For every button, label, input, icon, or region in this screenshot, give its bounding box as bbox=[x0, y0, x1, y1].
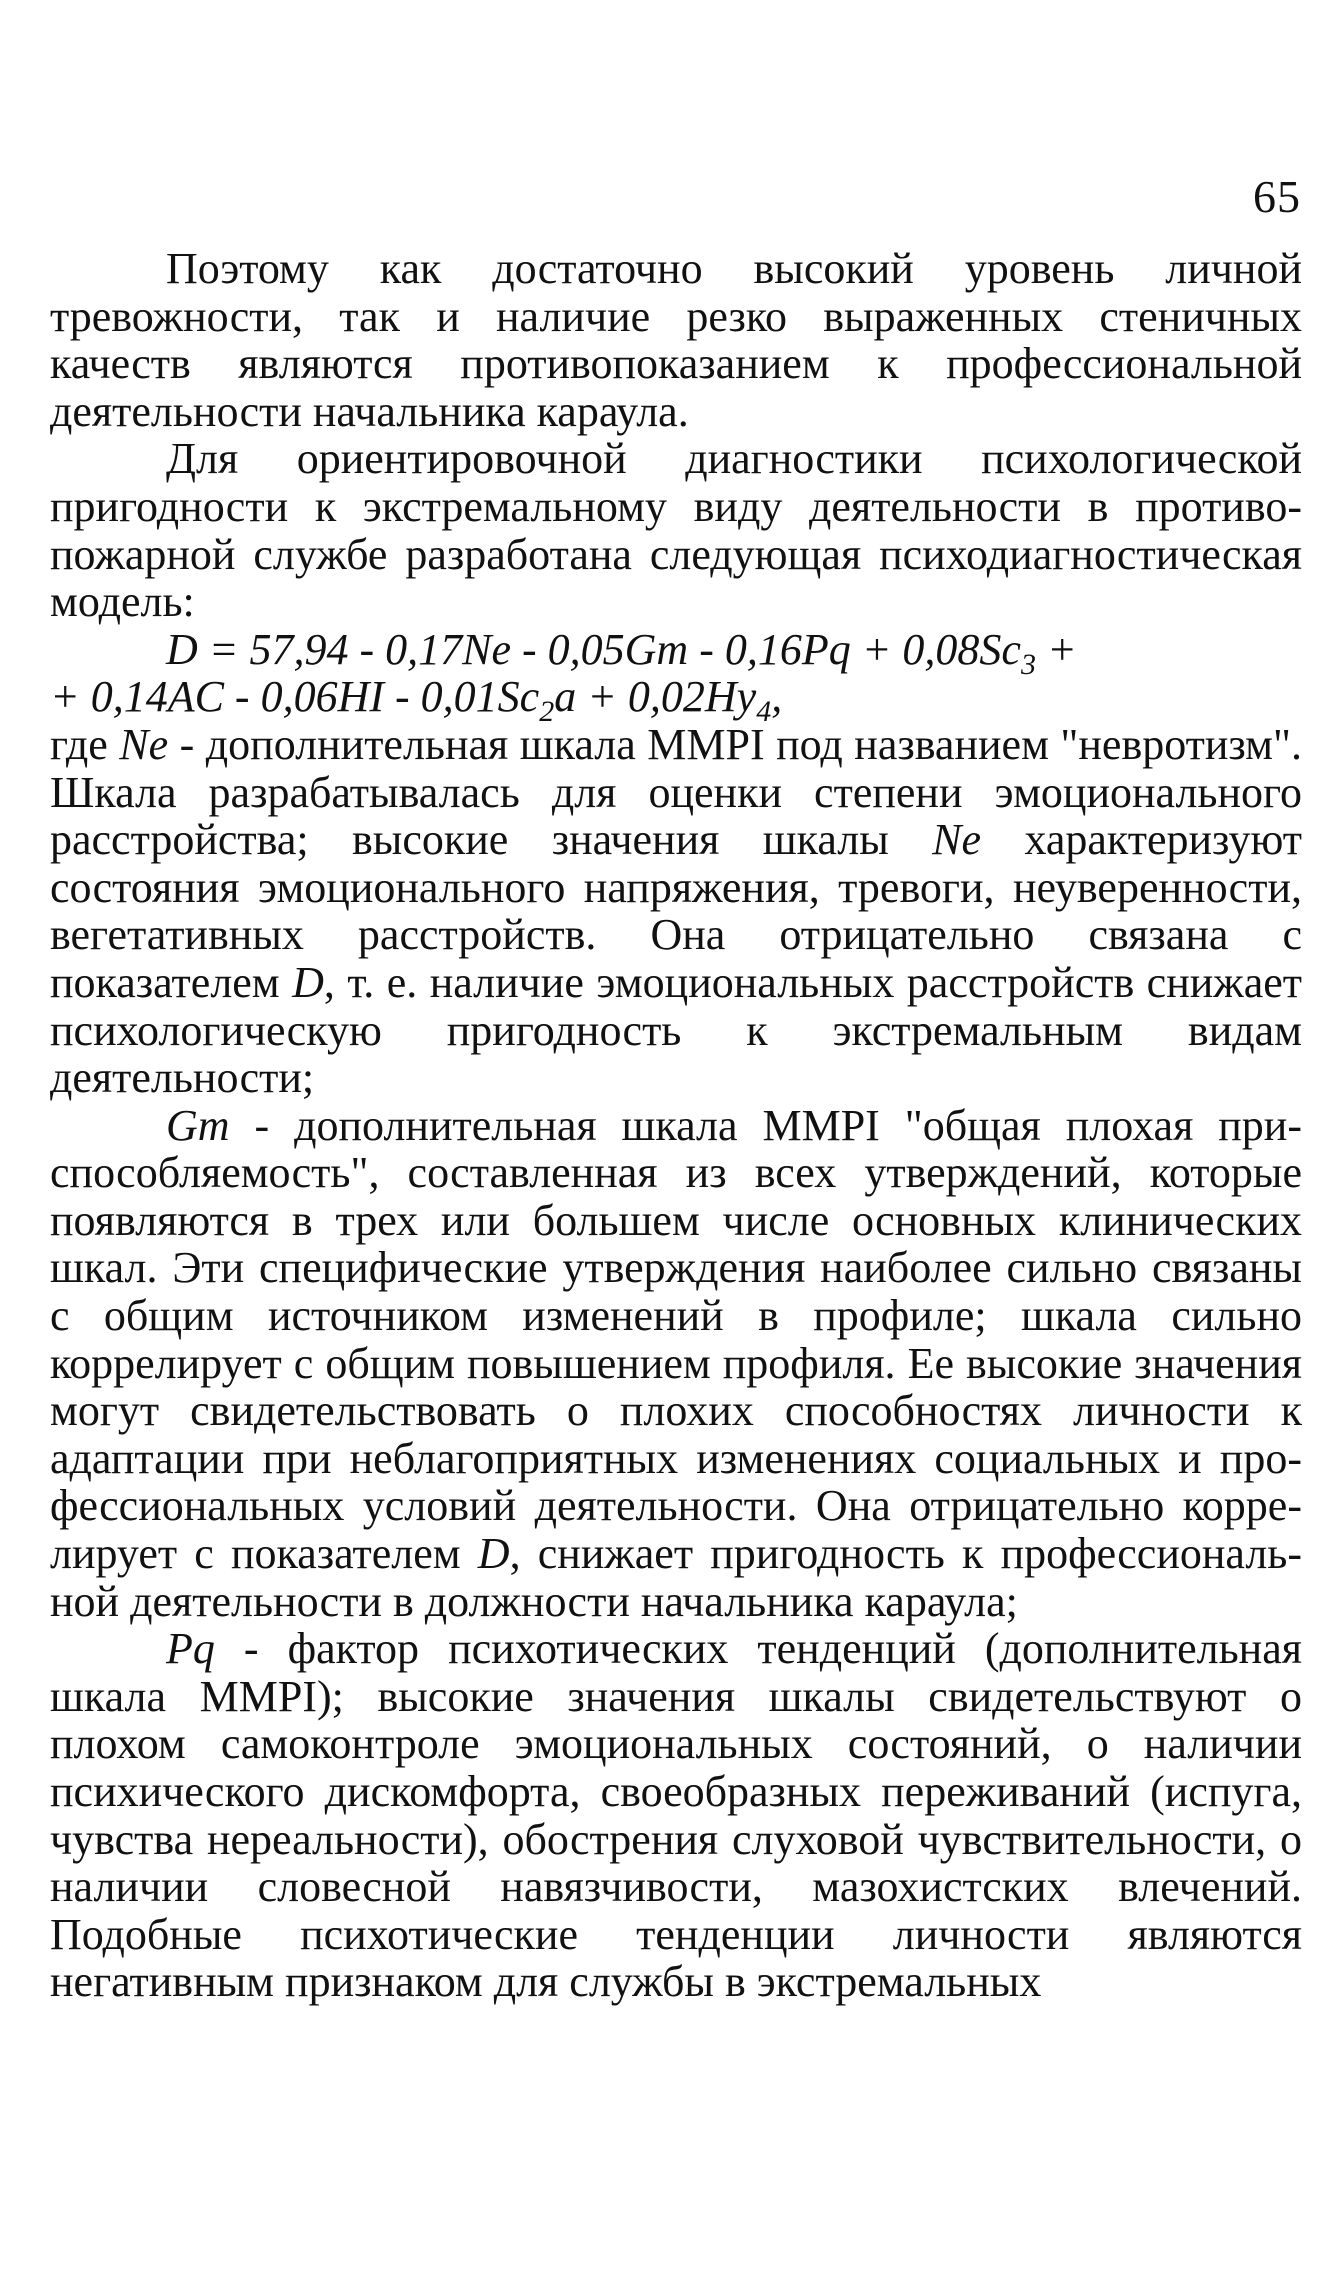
formula-line-1-subscript: 3 bbox=[1020, 647, 1036, 681]
definition-gm-text-1: - дополнительная шкала MMPI "общая плохая приспособляемость", составленная из всех утверждений, которые появляются в трех или большем числе основных клинических шкал. Эти специфические утверждения наиболее сильно связаны с общим источником изменений в профиле; шкала сильно коррелирует с общим повышением профиля. Ее высокие значения могут свидетельствовать о плохих способностях личности к адаптации при неблагоприятных изменениях социальных и профессиональных условий деятельности. Она отрицательно коррелирует с показателем bbox=[50, 1100, 1302, 1579]
formula-line-2-part-a: + 0,14AC - 0,06HI - 0,01Sc bbox=[50, 672, 540, 722]
symbol-pq: Pq bbox=[166, 1624, 215, 1674]
formula-line-2-subscript-b: 4 bbox=[756, 695, 772, 729]
definition-ne-text-1: - дополнительная шкала MMPI под названием "невротизм". Шкала разрабатывалась для оценки степени эмоционального расстройства; высокие значения шкалы bbox=[50, 719, 1302, 865]
definition-pq-text-1: - фактор психотических тенденций (дополнительная шкала MMPI); высокие значения шкалы свидетельствуют о плохом самоконтроле эмоциональных состояний, о наличии психического дискомфорта, своеобразных переживаний (испуга, чувства нереальности), обострения слуховой чувствительности, о наличии словесной навязчивости, мазохистских влечений. Подобные психотические тенденции личности являются негативным признаком для службы в экстремальных bbox=[50, 1624, 1302, 2007]
formula-line-2-part-b: a + 0,02Hy bbox=[554, 672, 757, 722]
definition-ne-prefix: где bbox=[50, 719, 120, 769]
definition-gm-text-2: , снижает пригодность к профессиональной деятельности в должности начальника караула; bbox=[50, 1529, 1303, 1626]
symbol-d: D bbox=[292, 957, 324, 1007]
paragraph-anxiety-contraindication: Поэтому как достаточно высокий уровень личной тревожности, так и наличие резко выраженных стеничных качеств являются противопоказанием к профессиональной деятельности начальника караула. bbox=[50, 244, 1302, 436]
formula-line-1-part-a: D = 57,94 - 0,17Ne - 0,05Gm - 0,16Pq + 0,08Sc bbox=[166, 624, 1021, 674]
formula-line-2-part-c: , bbox=[771, 672, 783, 722]
regression-formula bbox=[50, 624, 1302, 729]
definition-gm bbox=[50, 1102, 1302, 1626]
formula-line-1-part-b: + bbox=[1035, 624, 1077, 674]
paragraph-diagnostic-model-intro: Для ориентировочной диагностики психологической пригодности к экстремальному виду деятельности в противопожарной службе разработана следующая психодиагностическая модель: bbox=[50, 434, 1302, 627]
definition-ne bbox=[50, 721, 1302, 1102]
page-body bbox=[50, 245, 1302, 2006]
formula-line-2-subscript-a: 2 bbox=[539, 695, 555, 729]
page-number: 65 bbox=[1253, 171, 1301, 222]
formula-line-1 bbox=[50, 624, 1302, 681]
symbol-ne-repeat: Ne bbox=[932, 815, 982, 865]
symbol-gm: Gm bbox=[166, 1100, 230, 1150]
definition-ne-text-2: характеризуют состояния эмоционального напряжения, тревоги, неуверенности, вегетативных расстройств. Она отрицательно связана с показателем bbox=[50, 815, 1303, 1007]
definition-pq bbox=[50, 1625, 1302, 2006]
formula-line-2 bbox=[50, 672, 1302, 729]
symbol-d-gm: D bbox=[477, 1529, 510, 1579]
definition-ne-text-3: , т. е. наличие эмоциональных расстройств снижает психологическую пригодность к экстремальным видам деятельности; bbox=[50, 957, 1302, 1103]
symbol-ne: Ne bbox=[119, 719, 169, 769]
